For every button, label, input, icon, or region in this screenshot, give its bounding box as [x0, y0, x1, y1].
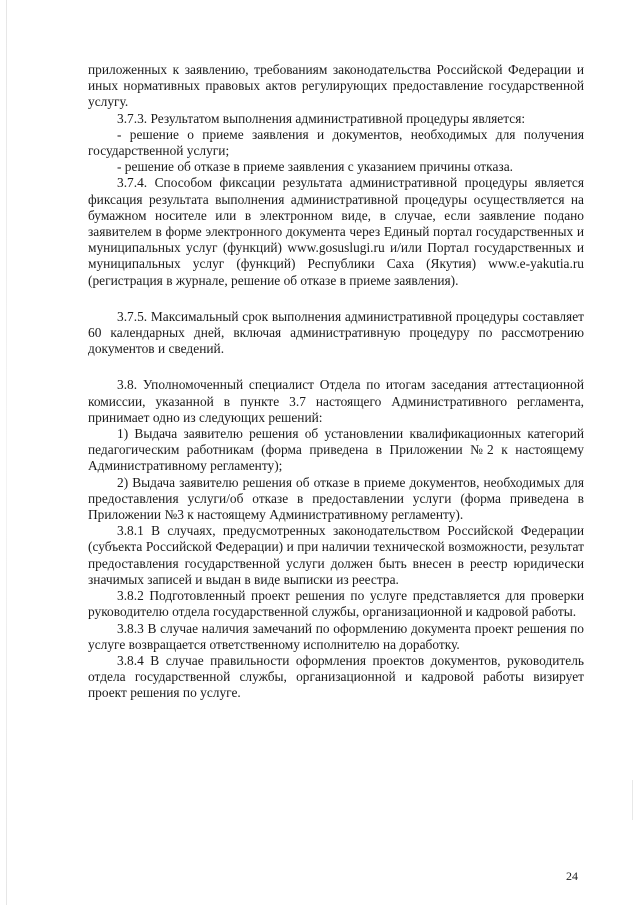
paragraph-3-7-3-item-1: - решение о приеме заявления и документов, необходимых для получения государственной услуги;: [88, 126, 584, 159]
paragraph-3-7-3: 3.7.3. Результатом выполнения административной процедуры является:: [117, 110, 526, 126]
paragraph-continuation: приложенных к заявлению, требованиям законодательства Российской Федерации и иных нормативных правовых актов регулирующих предоставление государственной услугу.: [88, 62, 584, 110]
page-number: 24: [566, 869, 578, 883]
paragraph-3-8-2: 3.8.2 Подготовленный проект решения по услуге представляется для проверки руководителю отдела государственной службы, организационной и кадровой работы.: [88, 588, 584, 620]
scan-edge-right: [632, 780, 633, 820]
scan-edge-left: [6, 0, 7, 905]
paragraph-spacer: [88, 289, 584, 309]
document-body: [88, 62, 584, 702]
paragraph-3-8-4: 3.8.4 В случае правильности оформления проектов документов, руководитель отдела государственной службы, организационной и кадровой работы визирует проект решения по услуге.: [88, 652, 584, 701]
paragraph-3-7-5: 3.7.5. Максимальный срок выполнения административной процедуры составляет 60 календарных дней, включая административную процедуру по рассмотрению документов и сведений.: [88, 308, 584, 357]
paragraph-3-8: 3.8. Уполномоченный специалист Отдела по итогам заседания аттестационной комиссии, указанной в пункте 3.7 настоящего Административного регламента, принимает одно из следующих решений:: [88, 377, 584, 425]
paragraph-3-8-item-1: 1) Выдача заявителю решения об установлении квалификационных категорий педагогическим работникам (форма приведена в Приложении №2 к настоящему Административному регламенту);: [88, 426, 584, 474]
paragraph-3-8-item-2: 2) Выдача заявителю решения об отказе в приеме документов, необходимых для предоставления услуги/об отказе в предоставлении услуги (форма приведена в Приложении №3 к настоящему Административному регламенту).: [88, 474, 584, 523]
paragraph-3-8-3: 3.8.3 В случае наличия замечаний по оформлению документа проект решения по услуге возвращается ответственному исполнителю на доработку.: [88, 620, 584, 652]
paragraph-spacer: [88, 357, 584, 377]
paragraph-3-7-4: 3.7.4. Способом фиксации результата административной процедуры является фиксация результата выполнения административной процедуры осуществляется на бумажном носителе или в электронном виде, в случае, если заявление подано заявителем в форме электронного документа через Единый портал государственных и муниципальных услуг (функций) www.gosuslugi.ru и/или Портал государственных и муниципальных услуг (функций) Республики Саха (Якутия) www.e-yakutia.ru (регистрация в журнале, решение об отказе в приеме заявления).: [88, 175, 584, 288]
paragraph-3-8-1: 3.8.1 В случаях, предусмотренных законодательством Российской Федерации (субъекта Российской Федерации) и при наличии технической возможности, результат предоставления государственной услуги должен быть внесен в реестр юридически значимых записей и выдан в виде выписки из реестра.: [88, 523, 584, 587]
paragraph-3-7-3-item-2: - решение об отказе в приеме заявления с указанием причины отказа.: [117, 159, 513, 175]
